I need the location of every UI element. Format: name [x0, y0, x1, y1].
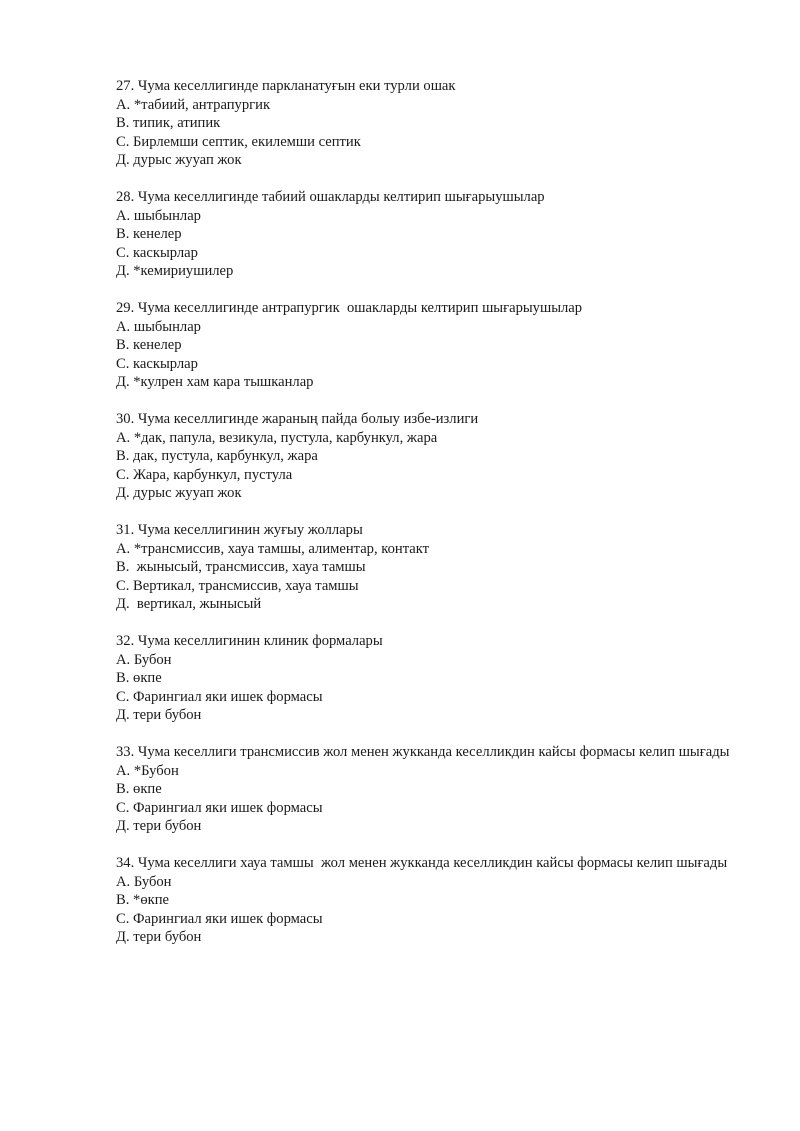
question-28: [116, 188, 746, 281]
answer-option-d: Д. тери бубон: [116, 818, 202, 834]
answer-option-d: Д. тери бубон: [116, 707, 202, 723]
answer-option-b: В. жынысый, трансмиссив, хауа тамшы: [116, 559, 366, 575]
answer-option-b: В. өкпе: [116, 670, 162, 686]
question-text: 31. Чума кеселлигинин жуғыу жоллары: [116, 522, 363, 538]
question-text: 33. Чума кеселлиги трансмиссив жол менен жукканда кеселликдин кайсы формасы келип шығады: [116, 744, 730, 760]
answer-option-d: Д. вертикал, жынысый: [116, 596, 262, 612]
question-text: 34. Чума кеселлиги хауа тамшы жол менен жукканда кеселликдин кайсы формасы келип шығады: [116, 855, 728, 871]
question-31: [116, 521, 746, 614]
answer-option-d: Д. *кемириушилер: [116, 263, 234, 279]
answer-option-d: Д. дурыс жууап жок: [116, 485, 242, 501]
answer-option-d: Д. *кулрен хам кара тышканлар: [116, 374, 314, 390]
question-text: 29. Чума кеселлигинде антрапургик ошакларды келтирип шығарыушылар: [116, 300, 583, 316]
answer-option-c: С. Бирлемши септик, екилемши септик: [116, 133, 361, 150]
answer-option-a: А. шыбынлар: [116, 207, 201, 224]
answer-option-a: А. *Бубон: [116, 762, 179, 779]
question-text: 30. Чума кеселлигинде жараның пайда болыу избе-излиги: [116, 411, 479, 427]
answer-option-a: А. *дак, папула, везикула, пустула, карбункул, жара: [116, 429, 438, 446]
answer-option-b: В. дак, пустула, карбункул, жара: [116, 448, 318, 464]
answer-option-b: В. өкпе: [116, 781, 162, 797]
answer-option-b: В. *өкпе: [116, 892, 170, 908]
question-29: [116, 299, 746, 392]
answer-option-c: С. Жара, карбункул, пустула: [116, 466, 293, 483]
answer-option-c: С. Фарингиал яки ишек формасы: [116, 799, 323, 816]
document-page: [116, 77, 746, 965]
question-34: [116, 854, 746, 947]
question-32: [116, 632, 746, 725]
question-33: [116, 743, 746, 836]
question-27: [116, 77, 746, 170]
answer-option-c: С. Вертикал, трансмиссив, хауа тамшы: [116, 577, 359, 594]
answer-option-a: А. Бубон: [116, 651, 172, 668]
question-text: 32. Чума кеселлигинин клиник формалары: [116, 633, 383, 649]
answer-option-c: С. каскырлар: [116, 244, 198, 261]
answer-option-a: А. шыбынлар: [116, 318, 201, 335]
answer-option-a: А. *трансмиссив, хауа тамшы, алиментар, контакт: [116, 540, 430, 557]
answer-option-c: С. Фарингиал яки ишек формасы: [116, 688, 323, 705]
question-text: 27. Чума кеселлигинде паркланатуғын еки турли ошак: [116, 78, 456, 94]
question-30: [116, 410, 746, 503]
question-text: 28. Чума кеселлигинде табиий ошакларды келтирип шығарыушылар: [116, 189, 545, 205]
answer-option-d: Д. дурыс жууап жок: [116, 152, 242, 168]
answer-option-b: В. типик, атипик: [116, 115, 221, 131]
answer-option-c: С. Фарингиал яки ишек формасы: [116, 910, 323, 927]
answer-option-a: А. *табиий, антрапургик: [116, 96, 271, 113]
answer-option-d: Д. тери бубон: [116, 929, 202, 945]
answer-option-b: В. кенелер: [116, 226, 182, 242]
answer-option-c: С. каскырлар: [116, 355, 198, 372]
answer-option-a: А. Бубон: [116, 873, 172, 890]
answer-option-b: В. кенелер: [116, 337, 182, 353]
